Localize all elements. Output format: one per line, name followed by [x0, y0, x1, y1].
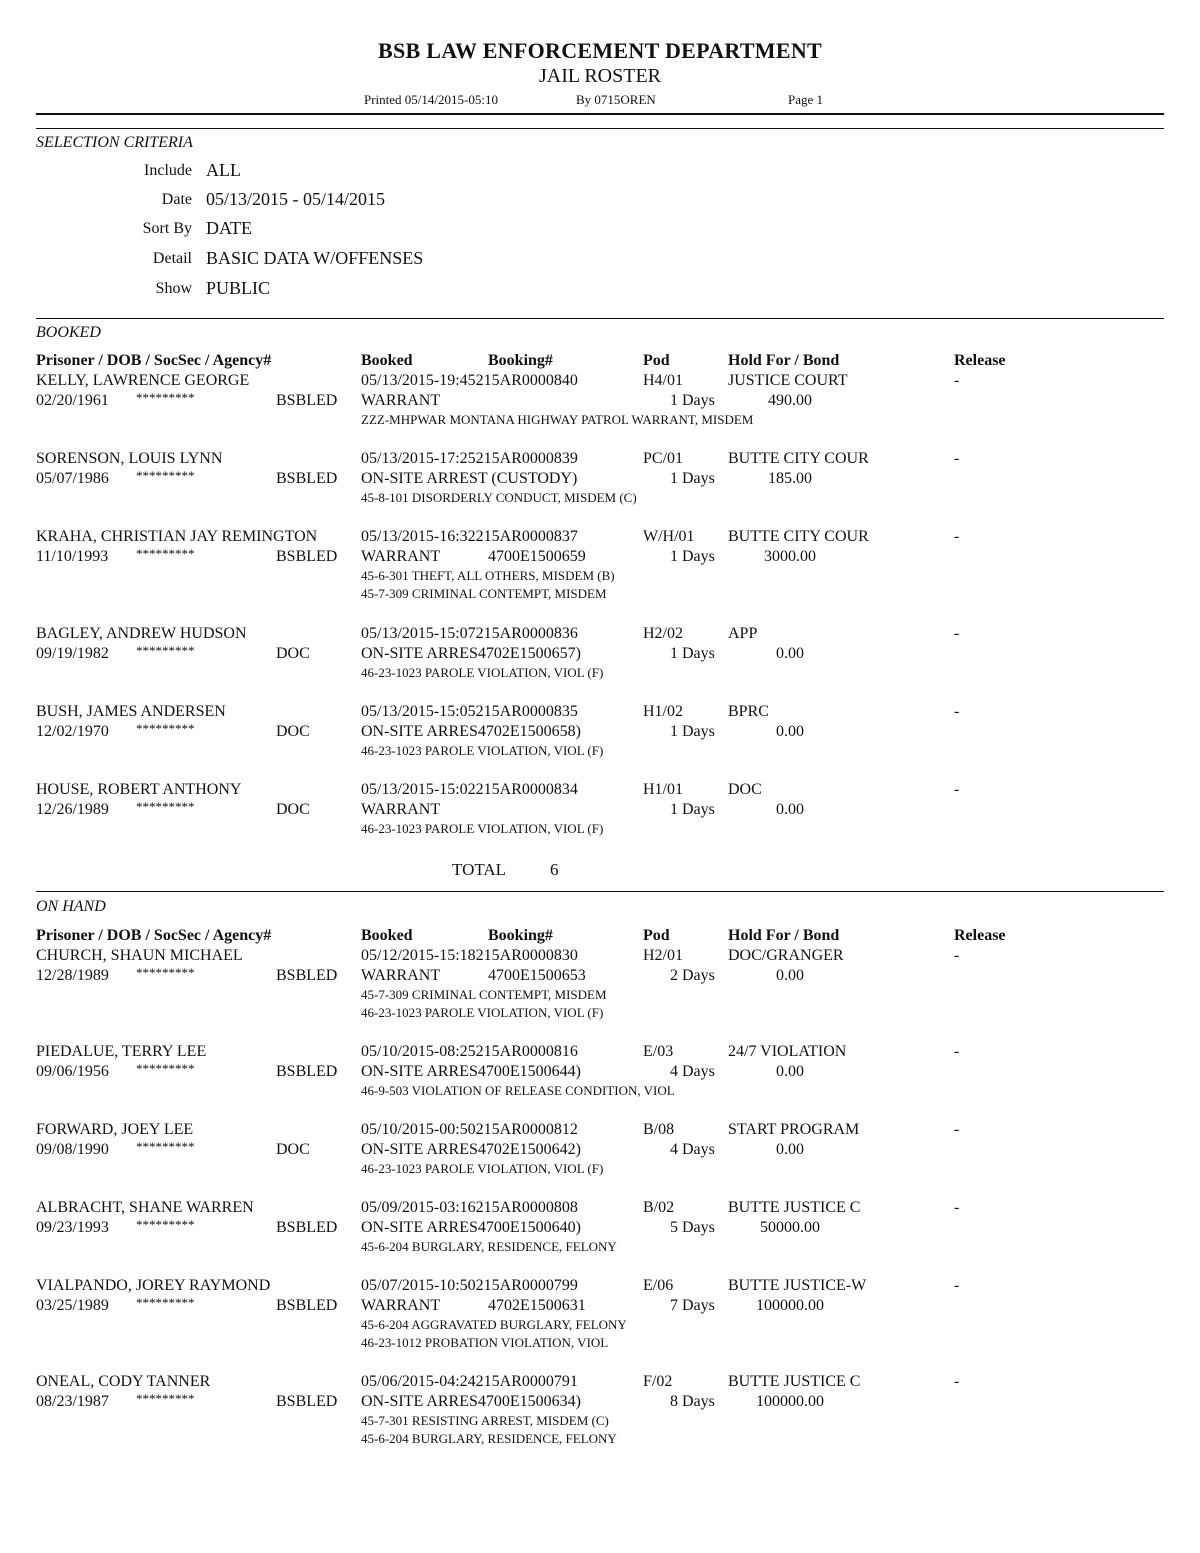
- column-header-hold: Hold For / Bond: [728, 927, 840, 944]
- prisoner-name: KRAHA, CHRISTIAN JAY REMINGTON: [36, 528, 318, 545]
- arrest-type: WARRANT: [361, 801, 441, 818]
- ssn-masked: *********: [136, 1139, 195, 1154]
- criteria-label: Sort By: [142, 220, 192, 237]
- offense-line: 45-6-301 THEFT, ALL OTHERS, MISDEM (B): [361, 568, 615, 583]
- bond-amount: 0.00: [776, 801, 804, 818]
- booked-datetime: 05/06/2015-04:24215AR0000791: [361, 1373, 578, 1390]
- release: -: [954, 1043, 960, 1060]
- booked-datetime: 05/13/2015-15:07215AR0000836: [361, 625, 578, 642]
- offense-line: ZZZ-MHPWAR MONTANA HIGHWAY PATROL WARRANT, MISDEM: [361, 412, 754, 427]
- ssn-masked: *********: [136, 721, 195, 736]
- pod: E/06: [643, 1277, 674, 1294]
- days-held: 4 Days: [670, 1063, 715, 1080]
- ssn-masked: *********: [136, 1061, 195, 1076]
- bond-amount: 0.00: [776, 645, 804, 662]
- hold-for: DOC: [728, 781, 762, 798]
- arrest-type: WARRANT: [361, 967, 441, 984]
- column-header-booked: Booked: [361, 352, 413, 369]
- arrest-type: ON-SITE ARREST (CUSTODY): [361, 470, 578, 487]
- criteria-heading: SELECTION CRITERIA: [36, 134, 193, 151]
- prisoner-name: ALBRACHT, SHANE WARREN: [36, 1199, 254, 1216]
- prisoner-name: KELLY, LAWRENCE GEORGE: [36, 372, 250, 389]
- agency: BSBLED: [276, 1063, 338, 1080]
- booked-datetime: 05/13/2015-15:05215AR0000835: [361, 703, 578, 720]
- agency: BSBLED: [276, 1297, 338, 1314]
- release: -: [954, 1199, 960, 1216]
- agency: DOC: [276, 1141, 310, 1158]
- agency: DOC: [276, 801, 310, 818]
- days-held: 4 Days: [670, 1141, 715, 1158]
- report-title: BSB LAW ENFORCEMENT DEPARTMENT: [377, 38, 822, 63]
- booked-datetime: 05/13/2015-15:02215AR0000834: [361, 781, 578, 798]
- days-held: 5 Days: [670, 1219, 715, 1236]
- report-subtitle: JAIL ROSTER: [538, 65, 662, 87]
- release: -: [954, 450, 960, 467]
- criteria-value: 05/13/2015 - 05/14/2015: [206, 189, 385, 209]
- agency: DOC: [276, 645, 310, 662]
- prisoner-name: PIEDALUE, TERRY LEE: [36, 1043, 207, 1060]
- pod: E/03: [643, 1043, 674, 1060]
- arrest-type: ON-SITE ARRES4702E1500642): [361, 1141, 581, 1158]
- prisoner-name: BUSH, JAMES ANDERSEN: [36, 703, 226, 720]
- bond-amount: 0.00: [776, 723, 804, 740]
- dob: 12/28/1989: [36, 967, 109, 984]
- hold-for: DOC/GRANGER: [728, 947, 844, 964]
- offense-line: 45-6-204 BURGLARY, RESIDENCE, FELONY: [361, 1239, 617, 1254]
- dob: 03/25/1989: [36, 1297, 109, 1314]
- offense-line: 46-23-1023 PAROLE VIOLATION, VIOL (F): [361, 1161, 604, 1176]
- booked-datetime: 05/13/2015-17:25215AR0000839: [361, 450, 578, 467]
- ssn-masked: *********: [136, 643, 195, 658]
- bond-amount: 50000.00: [760, 1219, 820, 1236]
- pod: H1/02: [643, 703, 683, 720]
- booked-datetime: 05/09/2015-03:16215AR0000808: [361, 1199, 578, 1216]
- ssn-masked: *********: [136, 390, 195, 405]
- dob: 09/06/1956: [36, 1063, 109, 1080]
- printed-by: By 0715OREN: [576, 92, 656, 107]
- onhand-heading: ON HAND: [36, 898, 106, 915]
- column-header-release: Release: [954, 352, 1006, 369]
- warrant-number: 4700E1500653: [488, 967, 586, 984]
- pod: H4/01: [643, 372, 683, 389]
- prisoner-name: CHURCH, SHAUN MICHAEL: [36, 947, 243, 964]
- page-number: Page 1: [788, 92, 824, 107]
- release: -: [954, 1277, 960, 1294]
- ssn-masked: *********: [136, 468, 195, 483]
- ssn-masked: *********: [136, 1295, 195, 1310]
- onhand-divider: [36, 891, 1164, 892]
- hold-for: BUTTE JUSTICE-W: [728, 1277, 867, 1294]
- prisoner-name: VIALPANDO, JOREY RAYMOND: [36, 1277, 271, 1294]
- dob: 12/26/1989: [36, 801, 109, 818]
- header-divider: [36, 113, 1164, 115]
- criteria-label: Detail: [152, 250, 192, 267]
- prisoner-name: BAGLEY, ANDREW HUDSON: [36, 625, 247, 642]
- agency: BSBLED: [276, 392, 338, 409]
- arrest-type: WARRANT: [361, 392, 441, 409]
- criteria-value: DATE: [206, 218, 252, 238]
- arrest-type: ON-SITE ARRES4700E1500634): [361, 1393, 581, 1410]
- pod: W/H/01: [643, 528, 695, 545]
- dob: 09/23/1993: [36, 1219, 109, 1236]
- ssn-masked: *********: [136, 799, 195, 814]
- agency: BSBLED: [276, 967, 338, 984]
- booked-datetime: 05/10/2015-08:25215AR0000816: [361, 1043, 578, 1060]
- column-header-prisoner: Prisoner / DOB / SocSec / Agency#: [36, 927, 272, 944]
- criteria-value: ALL: [206, 160, 241, 180]
- pod: B/02: [643, 1199, 675, 1216]
- offense-line: 45-7-301 RESISTING ARREST, MISDEM (C): [361, 1413, 609, 1428]
- total-label: TOTAL: [452, 860, 507, 879]
- hold-for: BUTTE JUSTICE C: [728, 1373, 861, 1390]
- booked-datetime: 05/12/2015-15:18215AR0000830: [361, 947, 578, 964]
- release: -: [954, 528, 960, 545]
- hold-for: APP: [728, 625, 758, 642]
- dob: 11/10/1993: [36, 548, 109, 565]
- arrest-type: WARRANT: [361, 1297, 441, 1314]
- days-held: 1 Days: [670, 548, 715, 565]
- hold-for: 24/7 VIOLATION: [728, 1043, 847, 1060]
- ssn-masked: *********: [136, 1217, 195, 1232]
- agency: BSBLED: [276, 1393, 338, 1410]
- arrest-type: WARRANT: [361, 548, 441, 565]
- bond-amount: 0.00: [776, 1141, 804, 1158]
- release: -: [954, 703, 960, 720]
- pod: B/08: [643, 1121, 675, 1138]
- criteria-label: Show: [155, 280, 192, 297]
- days-held: 1 Days: [670, 645, 715, 662]
- dob: 09/08/1990: [36, 1141, 109, 1158]
- warrant-number: 4702E1500631: [488, 1297, 586, 1314]
- arrest-type: ON-SITE ARRES4702E1500657): [361, 645, 581, 662]
- criteria-label: Include: [144, 162, 192, 179]
- offense-line: 46-23-1023 PAROLE VIOLATION, VIOL (F): [361, 821, 604, 836]
- bond-amount: 185.00: [768, 470, 812, 487]
- release: -: [954, 1121, 960, 1138]
- days-held: 2 Days: [670, 967, 715, 984]
- offense-line: 45-7-309 CRIMINAL CONTEMPT, MISDEM: [361, 586, 607, 601]
- hold-for: JUSTICE COURT: [728, 372, 848, 389]
- column-header-prisoner: Prisoner / DOB / SocSec / Agency#: [36, 352, 272, 369]
- offense-line: 45-8-101 DISORDERLY CONDUCT, MISDEM (C): [361, 490, 637, 505]
- pod: H2/01: [643, 947, 683, 964]
- pod: H1/01: [643, 781, 683, 798]
- printed-timestamp: Printed 05/14/2015-05:10: [364, 92, 498, 107]
- pod: H2/02: [643, 625, 683, 642]
- booked-divider: [36, 318, 1164, 319]
- criteria-divider: [36, 128, 1164, 129]
- arrest-type: ON-SITE ARRES4700E1500640): [361, 1219, 581, 1236]
- bond-amount: 100000.00: [756, 1393, 824, 1410]
- agency: BSBLED: [276, 470, 338, 487]
- offense-line: 46-23-1023 PAROLE VIOLATION, VIOL (F): [361, 665, 604, 680]
- release: -: [954, 781, 960, 798]
- booked-datetime: 05/13/2015-19:45215AR0000840: [361, 372, 578, 389]
- offense-line: 46-23-1023 PAROLE VIOLATION, VIOL (F): [361, 743, 604, 758]
- column-header-booking: Booking#: [488, 927, 553, 944]
- criteria-label: Date: [161, 191, 192, 208]
- column-header-release: Release: [954, 927, 1006, 944]
- days-held: 1 Days: [670, 723, 715, 740]
- days-held: 8 Days: [670, 1393, 715, 1410]
- days-held: 1 Days: [670, 392, 715, 409]
- release: -: [954, 947, 960, 964]
- days-held: 1 Days: [670, 801, 715, 818]
- hold-for: BUTTE JUSTICE C: [728, 1199, 861, 1216]
- dob: 02/20/1961: [36, 392, 109, 409]
- bond-amount: 490.00: [768, 392, 812, 409]
- offense-line: 45-6-204 AGGRAVATED BURGLARY, FELONY: [361, 1317, 627, 1332]
- hold-for: BUTTE CITY COUR: [728, 450, 869, 467]
- column-header-pod: Pod: [643, 352, 670, 369]
- criteria-value: BASIC DATA W/OFFENSES: [206, 248, 424, 268]
- bond-amount: 0.00: [776, 967, 804, 984]
- pod: F/02: [643, 1373, 673, 1390]
- release: -: [954, 372, 960, 389]
- booked-datetime: 05/10/2015-00:50215AR0000812: [361, 1121, 578, 1138]
- release: -: [954, 625, 960, 642]
- days-held: 7 Days: [670, 1297, 715, 1314]
- column-header-hold: Hold For / Bond: [728, 352, 840, 369]
- offense-line: 45-6-204 BURGLARY, RESIDENCE, FELONY: [361, 1431, 617, 1446]
- dob: 09/19/1982: [36, 645, 109, 662]
- prisoner-name: FORWARD, JOEY LEE: [36, 1121, 194, 1138]
- bond-amount: 0.00: [776, 1063, 804, 1080]
- offense-line: 46-23-1012 PROBATION VIOLATION, VIOL: [361, 1335, 609, 1350]
- column-header-booked: Booked: [361, 927, 413, 944]
- warrant-number: 4700E1500659: [488, 548, 586, 565]
- offense-line: 46-9-503 VIOLATION OF RELEASE CONDITION, VIOL: [361, 1083, 675, 1098]
- days-held: 1 Days: [670, 470, 715, 487]
- total-value: 6: [550, 860, 559, 879]
- booked-heading: BOOKED: [36, 324, 101, 341]
- booked-datetime: 05/07/2015-10:50215AR0000799: [361, 1277, 578, 1294]
- prisoner-name: ONEAL, CODY TANNER: [36, 1373, 211, 1390]
- arrest-type: ON-SITE ARRES4702E1500658): [361, 723, 581, 740]
- dob: 05/07/1986: [36, 470, 109, 487]
- column-header-booking: Booking#: [488, 352, 553, 369]
- arrest-type: ON-SITE ARRES4700E1500644): [361, 1063, 581, 1080]
- booked-datetime: 05/13/2015-16:32215AR0000837: [361, 528, 578, 545]
- bond-amount: 3000.00: [764, 548, 816, 565]
- prisoner-name: HOUSE, ROBERT ANTHONY: [36, 781, 242, 798]
- ssn-masked: *********: [136, 965, 195, 980]
- criteria-value: PUBLIC: [206, 278, 271, 298]
- release: -: [954, 1373, 960, 1390]
- dob: 08/23/1987: [36, 1393, 109, 1410]
- ssn-masked: *********: [136, 1391, 195, 1406]
- prisoner-name: SORENSON, LOUIS LYNN: [36, 450, 223, 467]
- offense-line: 45-7-309 CRIMINAL CONTEMPT, MISDEM: [361, 987, 607, 1002]
- hold-for: BUTTE CITY COUR: [728, 528, 869, 545]
- hold-for: BPRC: [728, 703, 769, 720]
- agency: DOC: [276, 723, 310, 740]
- column-header-pod: Pod: [643, 927, 670, 944]
- agency: BSBLED: [276, 1219, 338, 1236]
- offense-line: 46-23-1023 PAROLE VIOLATION, VIOL (F): [361, 1005, 604, 1020]
- hold-for: START PROGRAM: [728, 1121, 860, 1138]
- agency: BSBLED: [276, 548, 338, 565]
- pod: PC/01: [643, 450, 684, 467]
- dob: 12/02/1970: [36, 723, 109, 740]
- bond-amount: 100000.00: [756, 1297, 824, 1314]
- ssn-masked: *********: [136, 546, 195, 561]
